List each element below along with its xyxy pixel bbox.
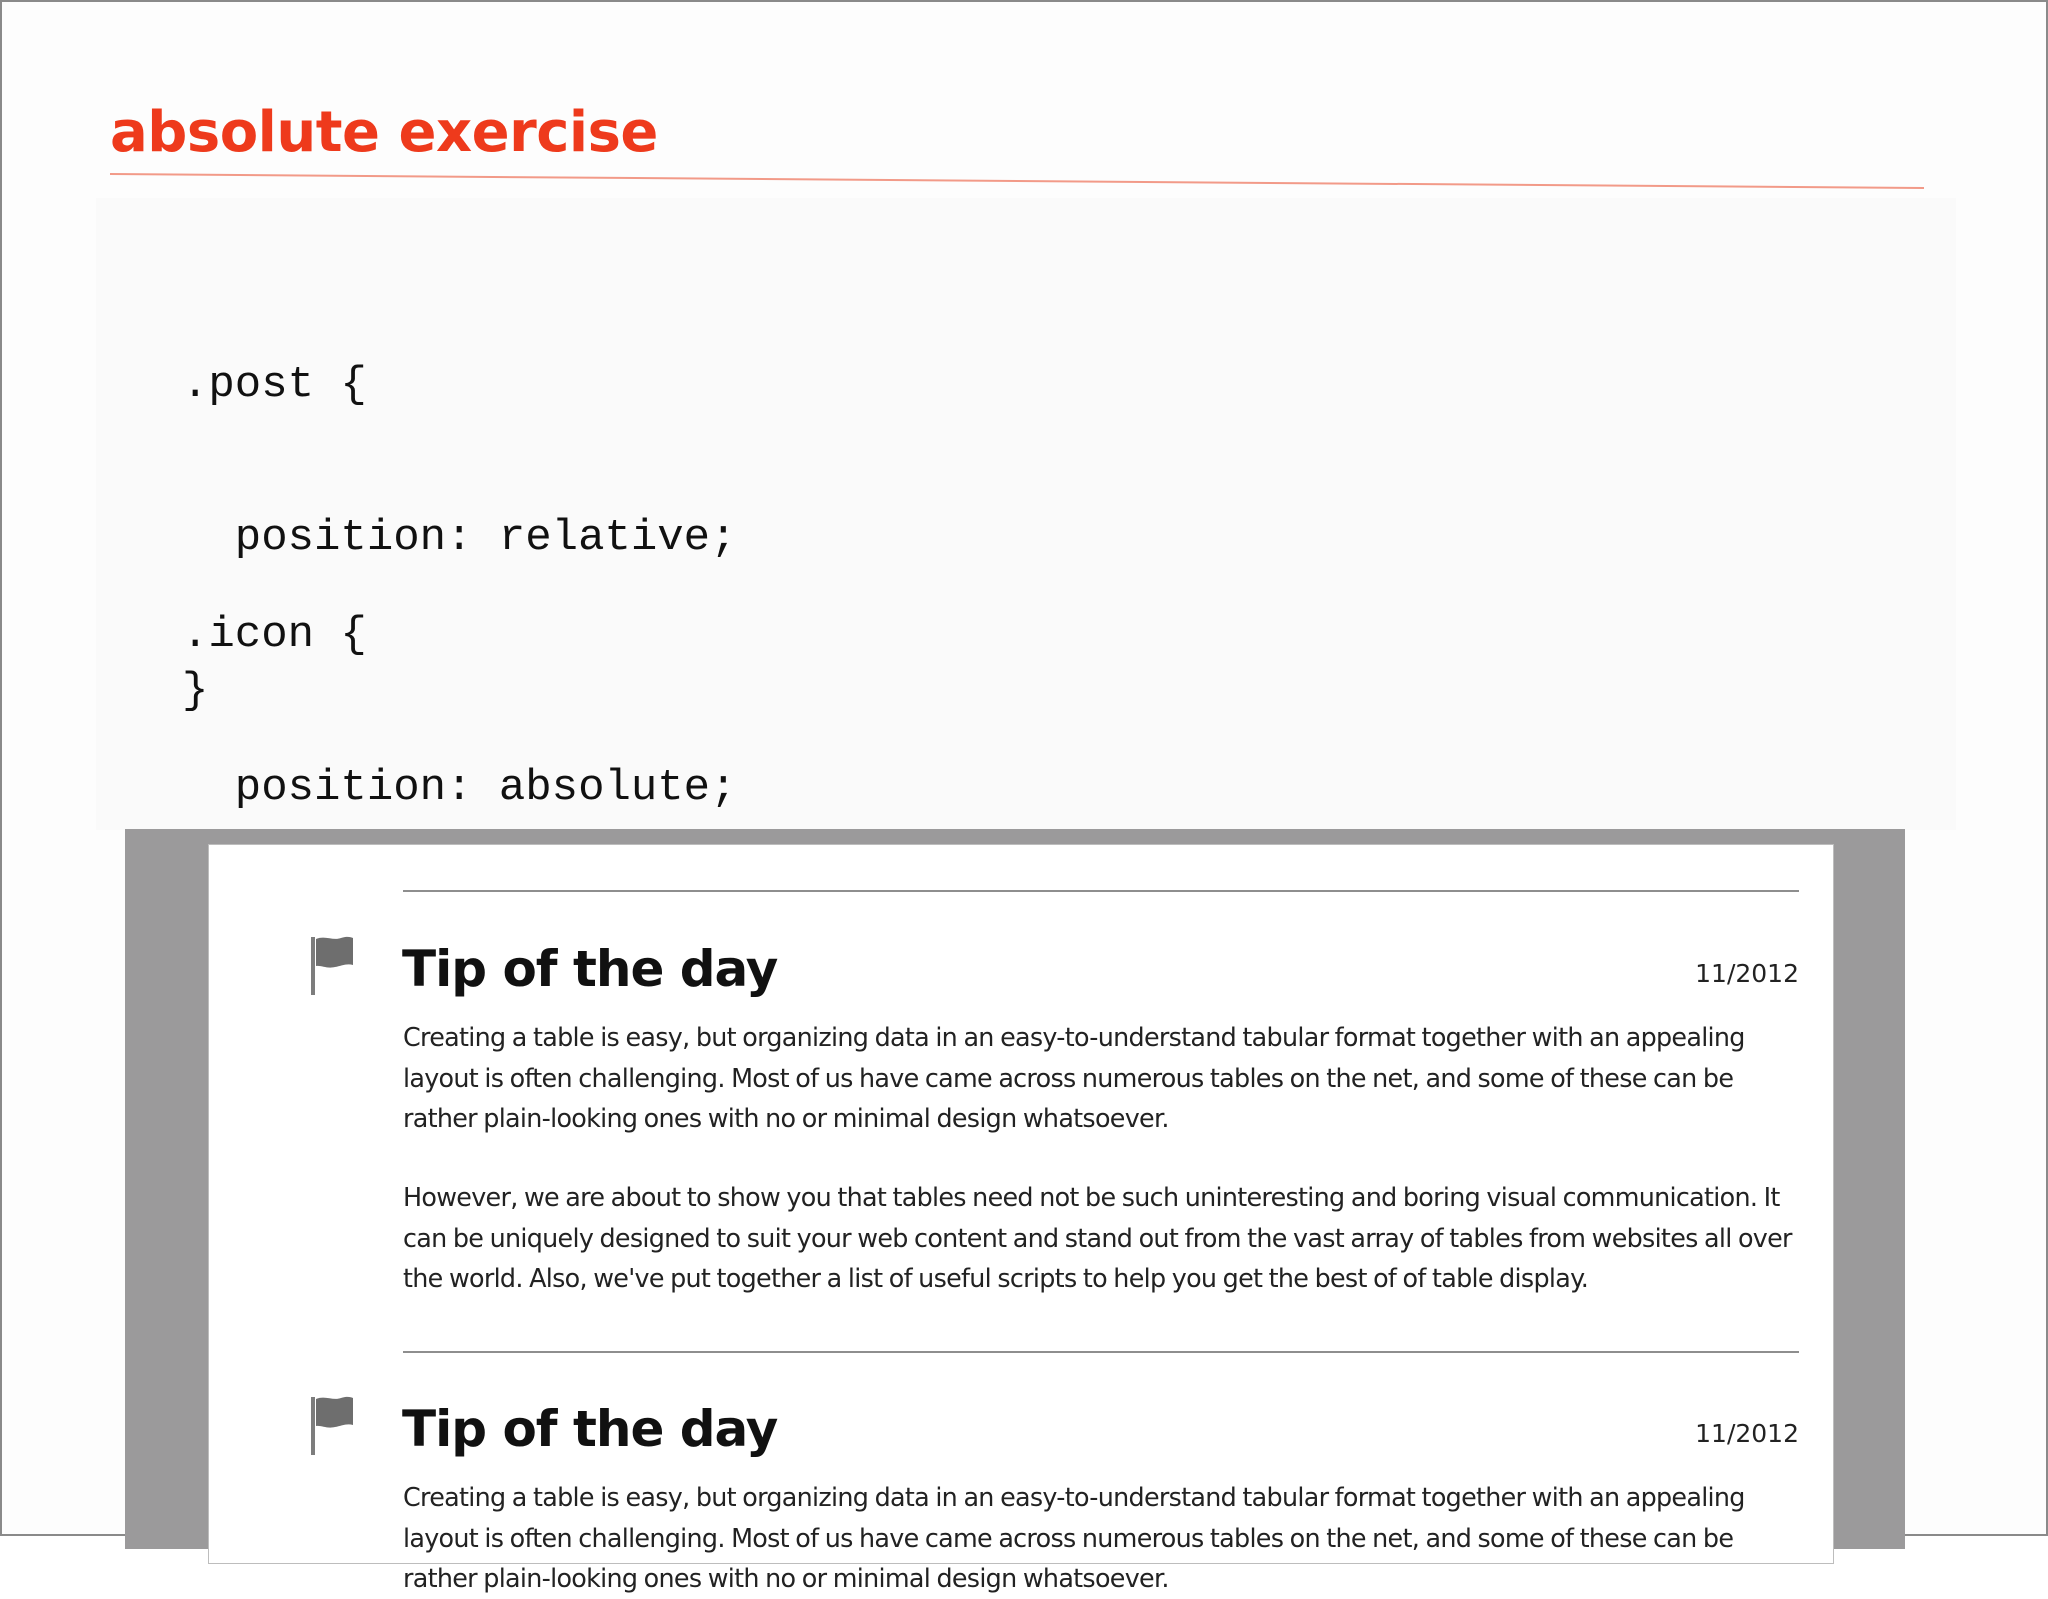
demo-screenshot-frame [125,829,1905,1593]
post-paragraph: Creating a table is easy, but organizing data in an easy-to-understand tabular format together with an appealing layout is often challenging. Most of us have came across numerous tables on the net, and some of these can be rather plain-looking ones with no or minimal design whatsoever. [403,1482,1745,1593]
post-date: 11/2012 [1695,1419,1799,1448]
code-line: .icon { [182,610,367,660]
code-line: } [182,666,209,716]
post-paragraph: Creating a table is easy, but organizing data in an easy-to-understand tabular format together with an appealing layout is often challenging. Most of us have came across numerous tables on the net, and some of these can be rather plain-looking ones with no or minimal design whatsoever. [403,1022,1745,1133]
post-date: 11/2012 [1695,959,1799,988]
post-title: Tip of the day [402,1400,778,1458]
slide-title: absolute exercise [110,100,658,165]
flag-icon [307,1395,359,1457]
code-line: .post { [182,360,367,410]
flag-icon [307,935,359,997]
post-divider [403,890,1799,892]
post-divider [403,1351,1799,1353]
code-line: position: relative; [182,513,737,563]
post-paragraph: However, we are about to show you that tables need not be such uninteresting and boring visual communication. It can be uniquely designed to suit your web content and stand out from the vast array of tables from websites all over the world. Also, we've put together a list of useful scripts to help you get the best of of table display. [403,1182,1792,1293]
post-title: Tip of the day [402,940,778,998]
code-line: position: absolute; [182,763,737,813]
demo-page [208,844,1834,1593]
title-rule [110,173,1924,189]
